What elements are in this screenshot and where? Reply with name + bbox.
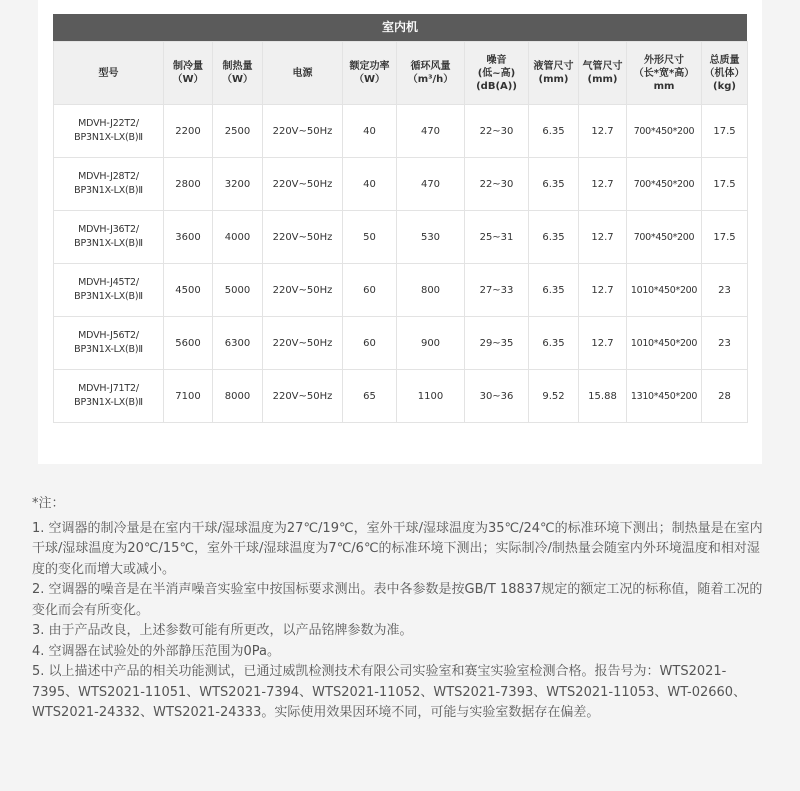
note-item: 4. 空调器在试验处的外部静压范围为0Pa。 — [32, 643, 281, 659]
table-cell: 65 — [343, 370, 397, 423]
table-cell: 1010*450*200 — [627, 317, 702, 370]
table-row — [54, 264, 748, 317]
model-cell: MDVH-J45T2/ BP3N1X-LX(B)Ⅱ — [54, 264, 164, 317]
spec-table — [53, 41, 748, 423]
table-cell: 25~31 — [465, 211, 529, 264]
table-cell: 12.7 — [579, 105, 627, 158]
table-cell: 3600 — [164, 211, 213, 264]
table-cell: 700*450*200 — [627, 158, 702, 211]
table-cell: 6.35 — [529, 264, 579, 317]
notes-heading: *注： — [32, 496, 65, 511]
notes-section — [32, 494, 772, 724]
table-cell: 60 — [343, 317, 397, 370]
table-cell: 23 — [702, 317, 748, 370]
table-cell: 8000 — [213, 370, 263, 423]
table-cell: 40 — [343, 105, 397, 158]
table-body — [54, 105, 748, 423]
table-cell: 1010*450*200 — [627, 264, 702, 317]
table-cell: 2800 — [164, 158, 213, 211]
table-cell: 900 — [397, 317, 465, 370]
table-cell: 220V~50Hz — [263, 264, 343, 317]
table-cell: 5000 — [213, 264, 263, 317]
table-cell: 12.7 — [579, 317, 627, 370]
table-cell: 220V~50Hz — [263, 105, 343, 158]
model-cell: MDVH-J71T2/ BP3N1X-LX(B)Ⅱ — [54, 370, 164, 423]
table-cell: 1310*450*200 — [627, 370, 702, 423]
column-header: 电源 — [263, 42, 343, 105]
column-header: 额定功率 （W） — [343, 42, 397, 105]
note-item: 5. 以上描述中产品的相关功能测试，已通过威凯检测技术有限公司实验室和赛宝实验室检测合格。报告号为：WTS2021-7395、WTS2021-11051、WTS2021-7394、WTS2021-11052、WTS2021-7393、WTS2021-11053、WT-02660、WTS2021-24332、WTS2021-24333。实际使用效果因环境不同，可能与实验室数据存在偏差。 — [32, 664, 747, 720]
table-cell: 60 — [343, 264, 397, 317]
model-cell: MDVH-J28T2/ BP3N1X-LX(B)Ⅱ — [54, 158, 164, 211]
table-row — [54, 317, 748, 370]
table-cell: 22~30 — [465, 105, 529, 158]
table-row — [54, 370, 748, 423]
column-header: 型号 — [54, 42, 164, 105]
table-cell: 4500 — [164, 264, 213, 317]
table-cell: 700*450*200 — [627, 211, 702, 264]
table-cell: 15.88 — [579, 370, 627, 423]
table-cell: 220V~50Hz — [263, 211, 343, 264]
table-cell: 17.5 — [702, 211, 748, 264]
table-cell: 9.52 — [529, 370, 579, 423]
table-cell: 3200 — [213, 158, 263, 211]
table-cell: 6300 — [213, 317, 263, 370]
table-cell: 23 — [702, 264, 748, 317]
model-cell: MDVH-J22T2/ BP3N1X-LX(B)Ⅱ — [54, 105, 164, 158]
table-cell: 40 — [343, 158, 397, 211]
table-cell: 800 — [397, 264, 465, 317]
column-header: 液管尺寸 (mm) — [529, 42, 579, 105]
notes-list — [32, 519, 772, 724]
table-title: 室内机 — [53, 14, 747, 41]
table-cell: 27~33 — [465, 264, 529, 317]
table-header-row — [54, 42, 748, 105]
table-cell: 220V~50Hz — [263, 158, 343, 211]
column-header: 气管尺寸 (mm) — [579, 42, 627, 105]
table-cell: 470 — [397, 105, 465, 158]
table-cell: 6.35 — [529, 105, 579, 158]
table-cell: 17.5 — [702, 158, 748, 211]
table-row — [54, 105, 748, 158]
table-row — [54, 211, 748, 264]
table-cell: 6.35 — [529, 211, 579, 264]
table-cell: 1100 — [397, 370, 465, 423]
table-cell: 530 — [397, 211, 465, 264]
table-cell: 5600 — [164, 317, 213, 370]
note-item: 2. 空调器的噪音是在半消声噪音实验室中按国标要求测出。表中各参数是按GB/T 18837规定的额定工况的标称值，随着工况的变化而会有所变化。 — [32, 582, 763, 618]
table-cell: 12.7 — [579, 264, 627, 317]
column-header: 制冷量 （W） — [164, 42, 213, 105]
table-row — [54, 158, 748, 211]
table-cell: 470 — [397, 158, 465, 211]
model-cell: MDVH-J56T2/ BP3N1X-LX(B)Ⅱ — [54, 317, 164, 370]
table-cell: 6.35 — [529, 158, 579, 211]
table-cell: 29~35 — [465, 317, 529, 370]
model-cell: MDVH-J36T2/ BP3N1X-LX(B)Ⅱ — [54, 211, 164, 264]
table-cell: 28 — [702, 370, 748, 423]
table-cell: 2500 — [213, 105, 263, 158]
table-cell: 50 — [343, 211, 397, 264]
note-item: 1. 空调器的制冷量是在室内干球/湿球温度为27℃/19℃，室外干球/湿球温度为35℃/24℃的标准环境下测出；制热量是在室内干球/湿球温度为20℃/15℃，室外干球/湿球温度为7℃/6℃的标准环境下测出；实际制冷/制热量会随室内外环境温度和相对湿度的变化而增大或减小。 — [32, 520, 763, 577]
table-cell: 22~30 — [465, 158, 529, 211]
table-cell: 220V~50Hz — [263, 370, 343, 423]
table-cell: 17.5 — [702, 105, 748, 158]
table-cell: 30~36 — [465, 370, 529, 423]
table-cell: 12.7 — [579, 158, 627, 211]
table-cell: 4000 — [213, 211, 263, 264]
table-cell: 2200 — [164, 105, 213, 158]
note-item: 3. 由于产品改良，上述参数可能有所更改，以产品铭牌参数为准。 — [32, 623, 413, 638]
table-cell: 7100 — [164, 370, 213, 423]
column-header: 噪音 (低~高) (dB(A)) — [465, 42, 529, 105]
column-header: 制热量 （W） — [213, 42, 263, 105]
column-header: 外形尺寸 （长*宽*高） mm — [627, 42, 702, 105]
column-header: 总质量 （机体） (kg) — [702, 42, 748, 105]
table-cell: 220V~50Hz — [263, 317, 343, 370]
table-cell: 6.35 — [529, 317, 579, 370]
column-header: 循环风量 （m³/h） — [397, 42, 465, 105]
spec-table-container — [53, 14, 747, 423]
table-cell: 12.7 — [579, 211, 627, 264]
table-cell: 700*450*200 — [627, 105, 702, 158]
